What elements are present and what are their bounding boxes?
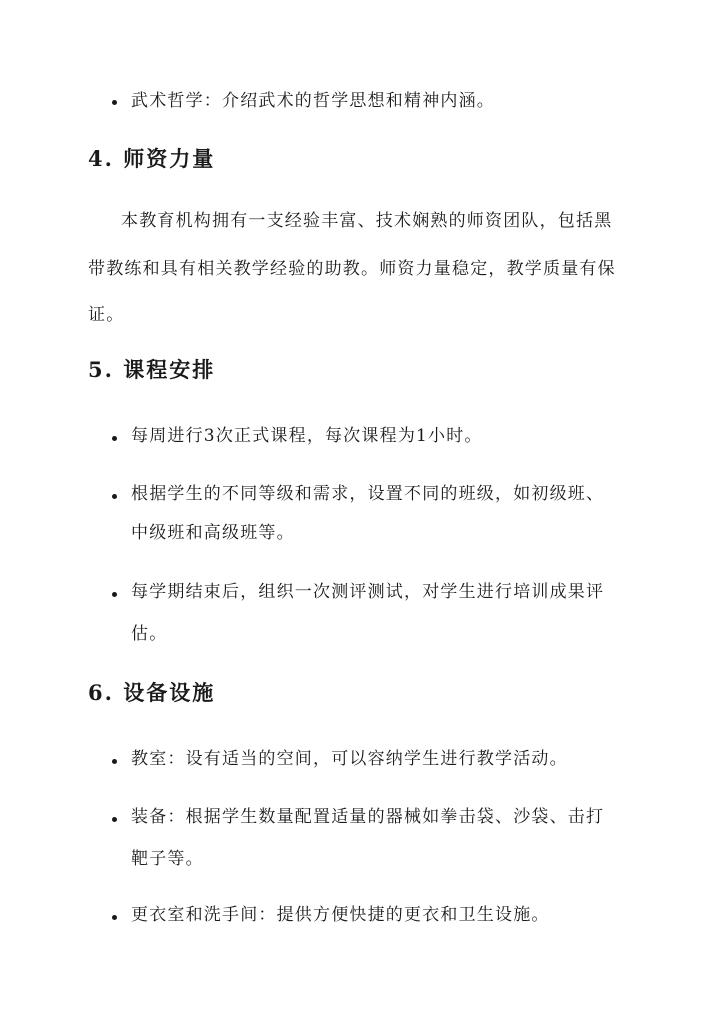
- bullet-dot: [112, 592, 117, 597]
- bullet-text: 教室：设有适当的空间，可以容纳学生进行教学活动。: [131, 749, 568, 769]
- bullet-text: 根据学生的不同等级和需求，设置不同的班级，如初级班、: [131, 484, 605, 504]
- bullet-text: 更衣室和洗手间：提供方便快捷的更衣和卫生设施。: [131, 905, 550, 925]
- section-heading-5: 5. 课程安排: [88, 357, 216, 382]
- bullet-text: 靶子等。: [131, 849, 204, 869]
- bullet-text: 估。: [131, 624, 168, 644]
- bullet-dot: [112, 915, 117, 920]
- bullet-text: 每周进行3次正式课程，每次课程为1小时。: [131, 426, 483, 446]
- paragraph-line: 证。: [88, 305, 125, 325]
- bullet-text: 每学期结束后，组织一次测评测试，对学生进行培训成果评: [131, 582, 605, 602]
- bullet-text: 武术哲学：介绍武术的哲学思想和精神内涵。: [131, 91, 495, 111]
- section-heading-6: 6. 设备设施: [88, 680, 216, 705]
- bullet-dot: [112, 436, 117, 441]
- bullet-text: 中级班和高级班等。: [131, 523, 295, 543]
- bullet-text: 装备：根据学生数量配置适量的器械如拳击袋、沙袋、击打: [131, 807, 605, 827]
- bullet-dot: [112, 100, 117, 105]
- bullet-dot: [112, 759, 117, 764]
- bullet-dot: [112, 494, 117, 499]
- bullet-dot: [112, 817, 117, 822]
- section-heading-4: 4. 师资力量: [88, 146, 216, 171]
- paragraph-line: 带教练和具有相关教学经验的助教。师资力量稳定，教学质量有保: [88, 259, 616, 279]
- paragraph-line: 本教育机构拥有一支经验丰富、技术娴熟的师资团队，包括黑: [121, 211, 613, 231]
